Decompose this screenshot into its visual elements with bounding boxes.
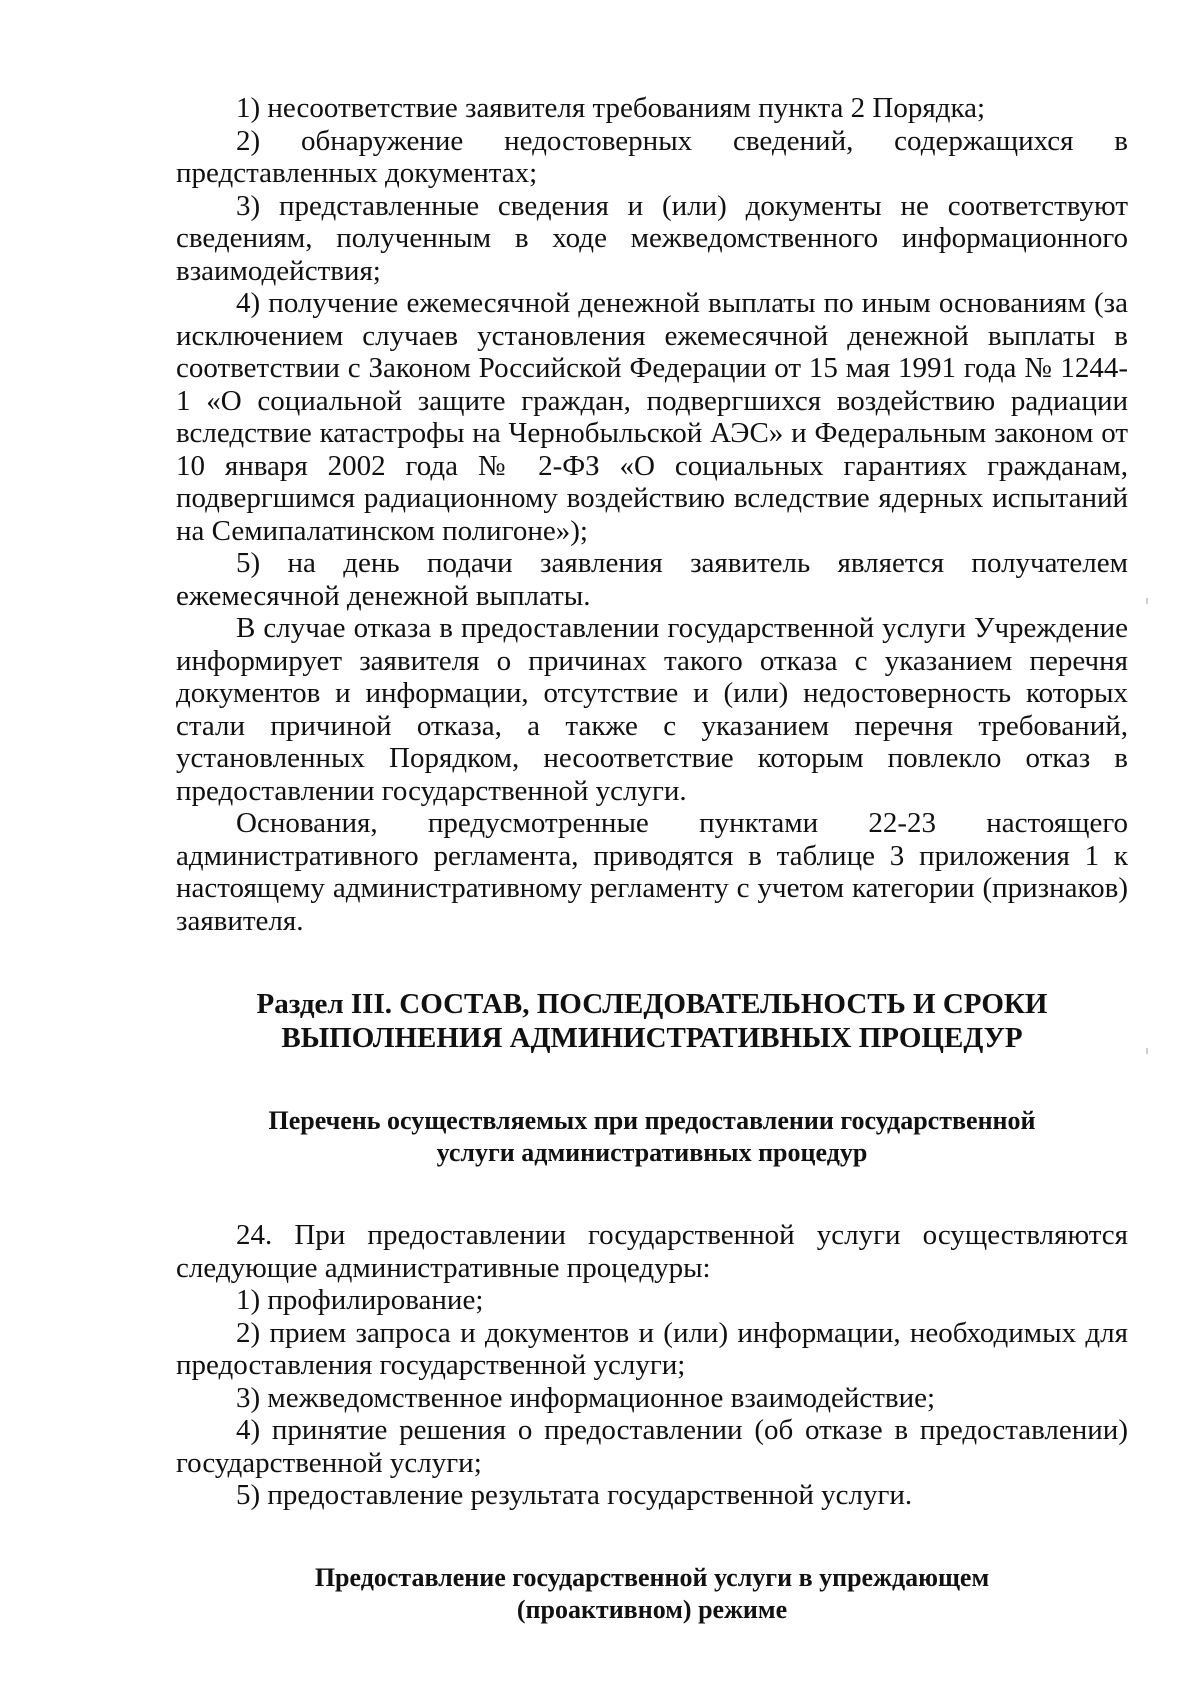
- paragraph-item-5: 5) на день подачи заявления заявитель является получателем ежемесячной денежной выплаты.: [176, 547, 1128, 612]
- procedure-item-2: 2) прием запроса и документов и (или) информации, необходимых для предоставления государственной услуги;: [176, 1316, 1128, 1381]
- paragraph-item-4: 4) получение ежемесячной денежной выплаты по иным основаниям (за исключением случаев установления ежемесячной денежной выплаты в соответствии с Законом Российской Федерации от 15 мая 1991 года № 1244-1 «О социальной защите граждан, подвергшихся воздействию радиации вследствие катастрофы на Чернобыльской АЭС» и Федеральным законом от 10 января 2002 года № 2-ФЗ «О социальных гарантиях гражданам, подвергшимся радиационному воздействию вследствие ядерных испытаний на Семипалатинском полигоне»);: [176, 287, 1128, 547]
- paragraph-item-2: 2) обнаружение недостоверных сведений, содержащихся в представленных документах;: [176, 124, 1128, 189]
- subsection-title-proactive-line-2: (проактивном) режиме: [516, 1594, 788, 1624]
- procedure-item-5: 5) предоставление результата государственной услуги.: [236, 1479, 913, 1511]
- scan-artifact-mark: [1146, 1048, 1148, 1054]
- paragraph-refusal: В случае отказа в предоставлении государственной услуги Учреждение информирует заявителя о причинах такого отказа с указанием перечня документов и информации, отсутствие и (или) недостоверность которых стали причиной отказа, а также с указанием перечня требований, установленных Порядком, несоответствие которым повлекло отказ в предоставлении государственной услуги.: [176, 612, 1128, 807]
- subsection-title-procedures-line-2: услуги административных процедур: [436, 1138, 868, 1167]
- section-title-line-1: Раздел III. СОСТАВ, ПОСЛЕДОВАТЕЛЬНОСТЬ И СРОКИ: [256, 988, 1048, 1020]
- procedure-item-3: 3) межведомственное информационное взаимодействие;: [236, 1381, 936, 1414]
- subsection-title-proactive: [176, 1562, 1128, 1626]
- procedure-item-4: 4) принятие решения о предоставлении (об отказе в предоставлении) государственной услуги;: [176, 1414, 1128, 1479]
- document-body: [176, 92, 1128, 1626]
- section-title: [176, 987, 1128, 1055]
- paragraph-item-1: 1) несоответствие заявителя требованиям пункта 2 Порядка;: [236, 92, 986, 124]
- subsection-title-procedures: [176, 1105, 1128, 1169]
- procedure-item-1: 1) профилирование;: [236, 1284, 484, 1316]
- paragraph-grounds: Основания, предусмотренные пунктами 22-23 настоящего административного регламента, приводятся в таблице 3 приложения 1 к настоящему административному регламенту с учетом категории (признаков) заявителя.: [176, 807, 1128, 937]
- subsection-title-proactive-line-1: Предоставление государственной услуги в упреждающем: [314, 1562, 990, 1592]
- section-title-line-2: ВЫПОЛНЕНИЯ АДМИНИСТРАТИВНЫХ ПРОЦЕДУР: [281, 1022, 1023, 1054]
- subsection-title-procedures-line-1: Перечень осуществляемых при предоставлении государственной: [268, 1106, 1036, 1135]
- spacer: [176, 1169, 1128, 1219]
- paragraph-24: 24. При предоставлении государственной услуги осуществляются следующие административные процедуры:: [176, 1219, 1128, 1284]
- scan-artifact-mark: [1146, 598, 1148, 604]
- paragraph-item-3: 3) представленные сведения и (или) документы не соответствуют сведениям, полученным в ходе межведомственного информационного взаимодействия;: [176, 189, 1128, 287]
